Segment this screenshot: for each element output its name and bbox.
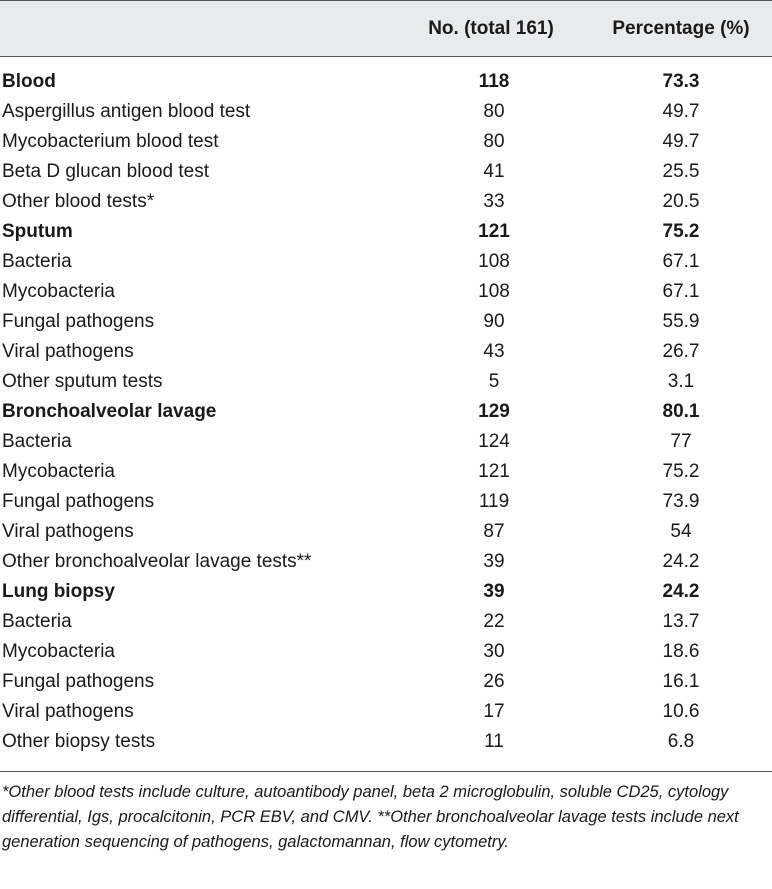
table-row bbox=[0, 247, 772, 277]
row-label: Bacteria bbox=[2, 611, 72, 632]
row-label: Bacteria bbox=[2, 251, 72, 272]
row-number: 22 bbox=[483, 611, 505, 632]
row-number: 90 bbox=[483, 311, 505, 332]
row-number: 121 bbox=[478, 461, 510, 482]
table-row bbox=[0, 307, 772, 337]
row-label: Beta D glucan blood test bbox=[2, 161, 210, 182]
row-label: Other biopsy tests bbox=[2, 731, 156, 752]
table-row bbox=[0, 517, 772, 547]
table-group-row bbox=[0, 67, 772, 97]
row-number: 124 bbox=[478, 431, 510, 452]
table-row bbox=[0, 367, 772, 397]
row-number: 119 bbox=[478, 491, 510, 512]
row-percentage: 24.2 bbox=[662, 551, 700, 572]
row-percentage: 73.9 bbox=[662, 491, 700, 512]
row-percentage: 73.3 bbox=[662, 71, 700, 92]
table-footnote: *Other blood tests include culture, autoantibody panel, beta 2 microglobulin, soluble CD25, cytology differential, Igs, procalcitonin, PCR EBV, and CMV. **Other bronchoalveolar lavage tests include next generation sequencing of pathogens, galactomannan, flow cytometry. bbox=[2, 783, 739, 851]
row-label: Mycobacteria bbox=[2, 641, 115, 662]
table-row bbox=[0, 457, 772, 487]
table-row bbox=[0, 187, 772, 217]
row-number: 108 bbox=[478, 251, 510, 272]
row-percentage: 49.7 bbox=[662, 101, 700, 122]
row-number: 108 bbox=[478, 281, 510, 302]
row-label: Blood bbox=[2, 71, 56, 92]
table-row bbox=[0, 487, 772, 517]
row-label: Fungal pathogens bbox=[2, 671, 155, 692]
row-number: 43 bbox=[483, 341, 505, 362]
row-label: Fungal pathogens bbox=[2, 491, 155, 512]
row-label: Aspergillus antigen blood test bbox=[2, 101, 251, 122]
row-label: Fungal pathogens bbox=[2, 311, 155, 332]
row-number: 33 bbox=[483, 191, 505, 212]
table-group-row bbox=[0, 577, 772, 607]
row-percentage: 67.1 bbox=[662, 281, 700, 302]
row-label: Mycobacteria bbox=[2, 461, 115, 482]
header-percentage: Percentage (%) bbox=[612, 17, 750, 39]
row-number: 41 bbox=[483, 161, 505, 182]
row-number: 80 bbox=[483, 101, 505, 122]
table-body bbox=[0, 57, 772, 757]
row-number: 26 bbox=[483, 671, 505, 692]
table-row bbox=[0, 277, 772, 307]
table-row bbox=[0, 637, 772, 667]
row-percentage: 75.2 bbox=[662, 461, 700, 482]
row-percentage: 49.7 bbox=[662, 131, 700, 152]
table-header bbox=[0, 0, 772, 57]
row-label: Viral pathogens bbox=[2, 701, 134, 722]
row-percentage: 55.9 bbox=[662, 311, 700, 332]
row-number: 39 bbox=[483, 581, 505, 602]
row-number: 129 bbox=[478, 401, 510, 422]
row-percentage: 24.2 bbox=[662, 581, 700, 602]
table-group-row bbox=[0, 397, 772, 427]
row-percentage: 6.8 bbox=[667, 731, 695, 752]
row-label: Bronchoalveolar lavage bbox=[2, 401, 217, 422]
row-percentage: 3.1 bbox=[667, 371, 695, 392]
row-label: Lung biopsy bbox=[2, 581, 115, 602]
row-percentage: 16.1 bbox=[662, 671, 700, 692]
row-number: 121 bbox=[478, 221, 510, 242]
row-number: 118 bbox=[478, 71, 510, 92]
row-label: Viral pathogens bbox=[2, 341, 134, 362]
table-row bbox=[0, 667, 772, 697]
table-row bbox=[0, 727, 772, 757]
row-label: Bacteria bbox=[2, 431, 72, 452]
table-row bbox=[0, 547, 772, 577]
row-label: Other sputum tests bbox=[2, 371, 163, 392]
row-label: Other blood tests* bbox=[2, 191, 155, 212]
row-percentage: 54 bbox=[670, 521, 692, 542]
row-percentage: 18.6 bbox=[662, 641, 700, 662]
row-number: 5 bbox=[488, 371, 500, 392]
table-row bbox=[0, 97, 772, 127]
row-label: Viral pathogens bbox=[2, 521, 134, 542]
row-number: 39 bbox=[483, 551, 505, 572]
header-number: No. (total 161) bbox=[428, 17, 554, 39]
row-label: Mycobacterium blood test bbox=[2, 131, 219, 152]
row-percentage: 67.1 bbox=[662, 251, 700, 272]
table-row bbox=[0, 427, 772, 457]
row-percentage: 25.5 bbox=[662, 161, 700, 182]
row-percentage: 10.6 bbox=[662, 701, 700, 722]
row-percentage: 80.1 bbox=[662, 401, 700, 422]
row-percentage: 13.7 bbox=[662, 611, 700, 632]
row-number: 11 bbox=[484, 731, 504, 752]
row-number: 17 bbox=[483, 701, 505, 722]
row-number: 30 bbox=[483, 641, 505, 662]
row-number: 80 bbox=[483, 131, 505, 152]
row-percentage: 77 bbox=[670, 431, 692, 452]
table-row bbox=[0, 607, 772, 637]
row-percentage: 20.5 bbox=[662, 191, 700, 212]
table-row bbox=[0, 157, 772, 187]
row-label: Other bronchoalveolar lavage tests** bbox=[2, 551, 312, 572]
table-group-row bbox=[0, 217, 772, 247]
table-row bbox=[0, 127, 772, 157]
table-row bbox=[0, 337, 772, 367]
row-label: Sputum bbox=[2, 221, 73, 242]
row-percentage: 26.7 bbox=[662, 341, 700, 362]
row-percentage: 75.2 bbox=[662, 221, 700, 242]
row-number: 87 bbox=[483, 521, 505, 542]
row-label: Mycobacteria bbox=[2, 281, 115, 302]
table-row bbox=[0, 697, 772, 727]
